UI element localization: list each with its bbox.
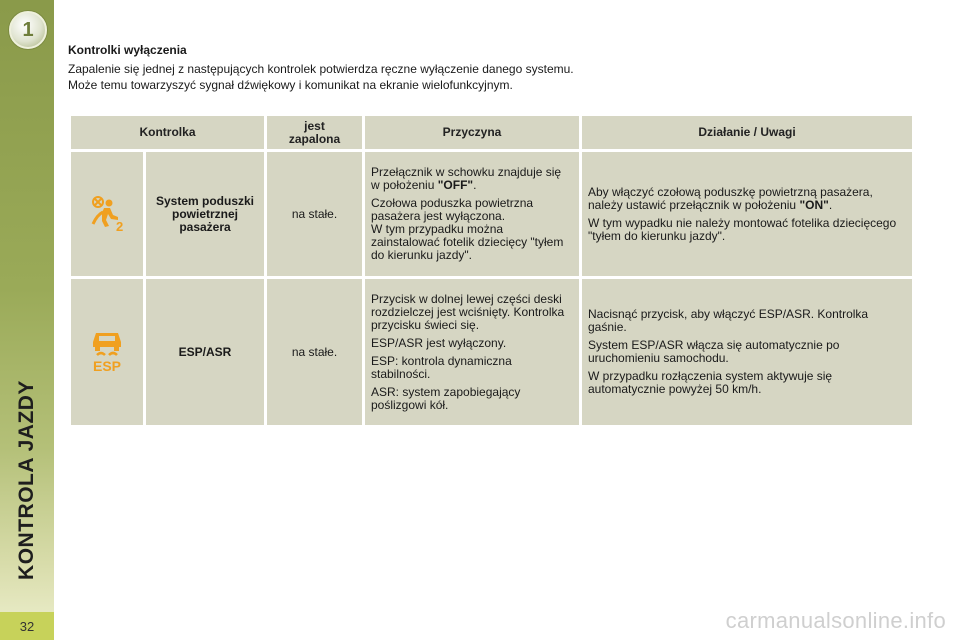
action-end: . <box>828 197 833 212</box>
light-state: na stałe. <box>266 151 364 278</box>
chapter-sidebar <box>0 0 54 640</box>
cause-paragraph <box>371 166 573 192</box>
chapter-title: KONTROLA JAZDY <box>15 380 38 580</box>
cause-paragraph: ASR: system zapobiegający poślizgowi kół. <box>371 384 521 412</box>
esp-icon-label: ESP <box>92 357 122 373</box>
intro-text <box>68 61 868 93</box>
light-cause <box>364 151 581 278</box>
section-heading: Kontrolki wyłączenia <box>68 43 187 57</box>
cause-switch-position: "OFF" <box>437 178 474 192</box>
action-paragraph <box>588 186 906 212</box>
page-number: 32 <box>0 612 54 640</box>
cause-paragraph: ESP/ASR jest wyłączony. <box>371 335 507 350</box>
action-text: Aby włączyć czołową poduszkę powietrzną pasażera, należy ustawić przełącznik w położeniu <box>588 184 873 212</box>
cause-text: Przełącznik w schowku znajduje się w położeniu <box>371 165 562 192</box>
table-row <box>70 151 914 278</box>
cause-paragraph: Przycisk w dolnej lewej części deski rozdzielczej jest wciśnięty. Kontrolka przycisku świeci się. <box>371 291 565 332</box>
light-action <box>581 278 914 427</box>
cause-text: W tym przypadku można zainstalować fotelik dziecięcy "tyłem do kierunku jazdy". <box>371 222 564 262</box>
cause-paragraph <box>371 197 573 262</box>
icon-cell <box>70 278 145 427</box>
cause-end: . <box>473 178 477 192</box>
light-action <box>581 151 914 278</box>
intro-line-1: Zapalenie się jednej z następujących kontrolek potwierdza ręczne wyłączenie danego systemu. <box>68 62 574 76</box>
action-paragraph: W tym wypadku nie należy montować fotelika dziecięcego "tyłem do kierunku jazdy". <box>588 215 897 243</box>
header-state <box>266 115 364 151</box>
warning-lights-table <box>68 113 915 428</box>
light-state: na stałe. <box>266 278 364 427</box>
intro-line-2: Może temu towarzyszyć sygnał dźwiękowy i komunikat na ekranie wielofunkcyjnym. <box>68 78 513 92</box>
cause-text: Czołowa poduszka powietrzna pasażera jest wyłączona. <box>371 196 534 223</box>
icon-cell <box>70 151 145 278</box>
header-state-label: jest zapalona <box>288 118 341 146</box>
table-header-row <box>70 115 914 151</box>
light-cause <box>364 278 581 427</box>
chapter-number-badge: 1 <box>9 11 47 49</box>
action-switch-position: "ON" <box>799 197 829 212</box>
esp-off-icon <box>87 329 127 376</box>
passenger-airbag-off-icon <box>87 193 127 236</box>
header-cause: Przyczyna <box>364 115 581 151</box>
watermark: carmanualsonline.info <box>725 608 946 633</box>
light-name: System poduszki powietrznej pasażera <box>145 151 266 278</box>
header-action: Działanie / Uwagi <box>581 115 914 151</box>
svg-text:2: 2 <box>116 218 124 233</box>
action-paragraph: W przypadku rozłączenia system aktywuje się automatycznie powyżej 50 km/h. <box>588 369 833 396</box>
action-paragraph: Nacisnąć przycisk, aby włączyć ESP/ASR. Kontrolka gaśnie. <box>588 307 869 334</box>
light-name: ESP/ASR <box>145 278 266 427</box>
table-row <box>70 278 914 427</box>
header-kontrolka: Kontrolka <box>70 115 266 151</box>
action-paragraph: System ESP/ASR włącza się automatycznie po uruchomieniu samochodu. <box>588 338 840 365</box>
cause-paragraph: ESP: kontrola dynamiczna stabilności. <box>371 353 512 381</box>
